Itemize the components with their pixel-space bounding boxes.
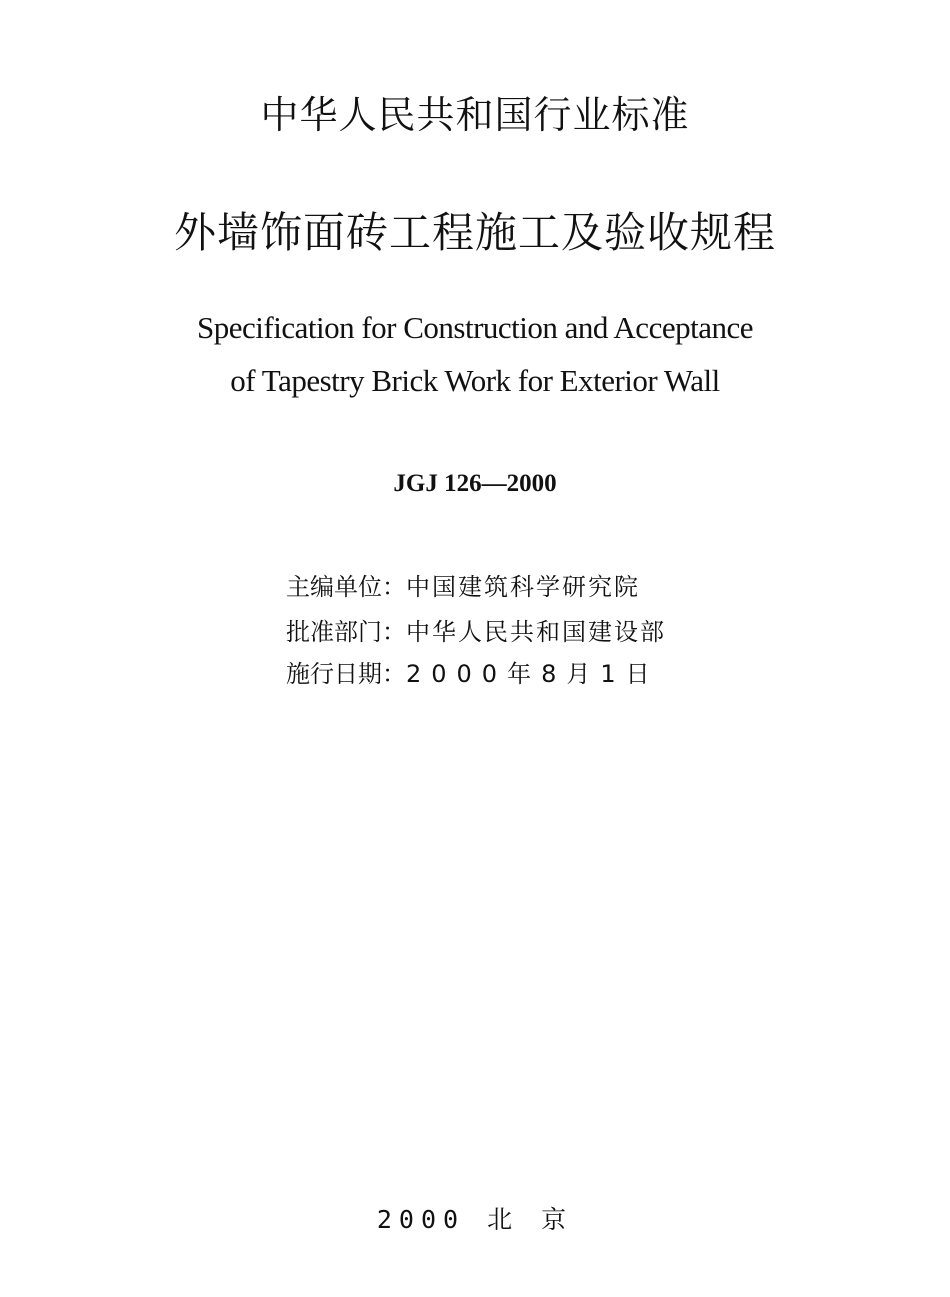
effective-date-value: 2000年8月1日 — [406, 660, 660, 688]
industry-standard-heading: 中华人民共和国行业标准 — [260, 93, 690, 137]
standard-code: JGJ 126—2000 — [393, 470, 557, 497]
document-title-chinese: 外墙饰面砖工程施工及验收规程 — [173, 208, 776, 257]
effective-date-row — [286, 654, 660, 689]
approving-department-label: 批准部门： — [286, 618, 406, 646]
document-title-english-line2: of Tapestry Brick Work for Exterior Wall — [230, 363, 720, 398]
approving-department-value: 中华人民共和国建设部 — [406, 618, 666, 646]
publication-imprint: 2000 北 京 — [376, 1205, 574, 1234]
effective-date-label: 施行日期： — [286, 660, 406, 688]
document-title-english-line1: Specification for Construction and Acceptance — [197, 310, 753, 345]
chief-editor-unit-value: 中国建筑科学研究院 — [406, 573, 640, 601]
approving-department-row — [286, 612, 666, 647]
chief-editor-unit-label: 主编单位： — [286, 573, 406, 601]
chief-editor-unit-row — [286, 567, 640, 602]
